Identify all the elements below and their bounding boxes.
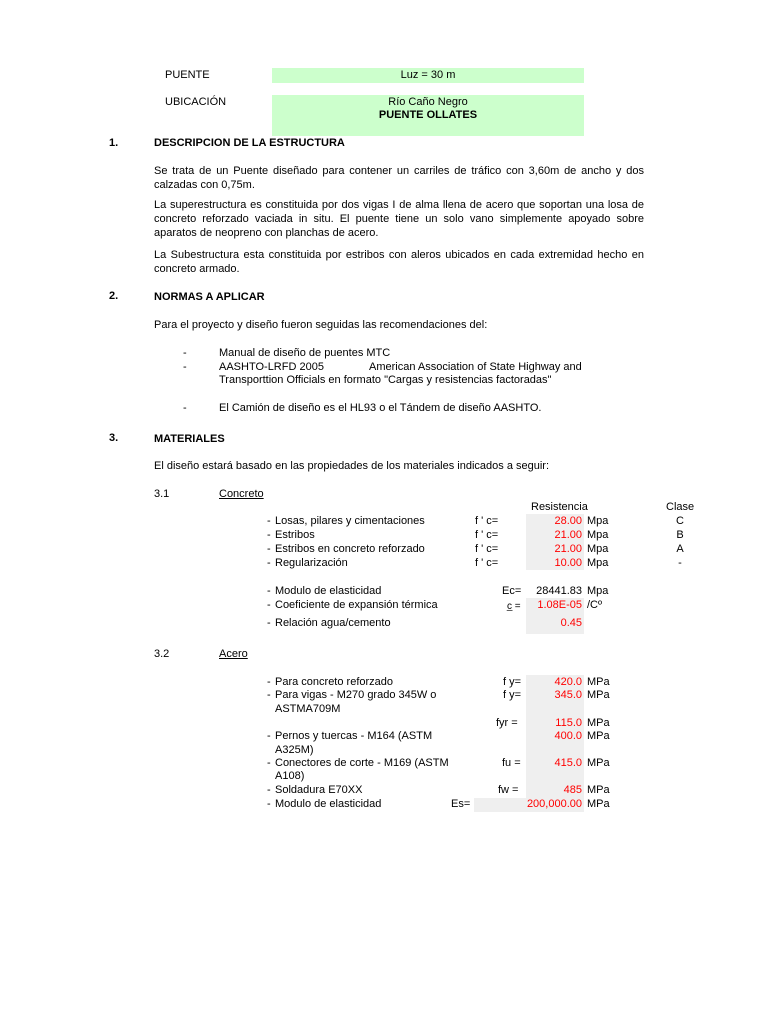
ec-symbol: Ec= [502, 585, 522, 597]
acero-r2-label: Para vigas - M270 grado 345W o [275, 689, 437, 701]
acero-r4-dash: - [267, 730, 271, 742]
ct-symbol: c̲ = [507, 601, 521, 612]
section-3-number: 3. [109, 432, 119, 444]
ubicacion-line2: PUENTE OLLATES [378, 109, 478, 121]
acero-r1-value: 420.0 [554, 676, 582, 688]
acero-r5-label-cont: A108) [275, 770, 305, 782]
acero-r6-unit: MPa [587, 784, 610, 796]
ec-label: Modulo de elasticidad [275, 585, 382, 597]
section-3-intro: El diseño estará basado en las propiedades de los materiales indicados a seguir: [154, 460, 550, 472]
ra-label: Relación agua/cemento [275, 617, 391, 629]
section-1-paragraph-3: La Subestructura esta constituida por estribos con aleros ubicados en cada extremidad hecho en concreto armado. [154, 249, 644, 275]
col-resistencia: Resistencia [531, 501, 588, 513]
acero-r7-symbol: Es= [451, 798, 471, 810]
concreto-row-unit: Mpa [587, 543, 609, 555]
concreto-row-clase: - [678, 557, 682, 569]
acero-r1-symbol: f y= [503, 676, 522, 688]
acero-r7-label: Modulo de elasticidad [275, 798, 382, 810]
norma-2-code: AASHTO-LRFD 2005 [219, 361, 324, 373]
concreto-row-value: 28.00 [554, 515, 582, 527]
acero-r7-value: 200,000.00 [526, 798, 582, 810]
norma-1-text: Manual de diseño de puentes MTC [219, 347, 391, 359]
concreto-row-value: 21.00 [554, 529, 582, 541]
acero-r7-unit: MPa [587, 798, 610, 810]
ct-dash: - [267, 599, 271, 611]
norma-2-desc: American Association of State Highway and [369, 361, 582, 373]
concreto-row-label: Estribos [275, 529, 315, 541]
acero-r2-symbol: f y= [503, 689, 522, 701]
section-1-paragraph-1: Se trata de un Puente diseñado para contener un carriles de tráfico con 3,60m de ancho y dos calzadas con 0,75m. [154, 165, 644, 191]
acero-r1-unit: MPa [587, 676, 610, 688]
ec-value: 28441.83 [536, 585, 582, 597]
acero-r5-symbol: fu = [502, 757, 521, 769]
puente-label: PUENTE [165, 69, 210, 81]
section-2-intro: Para el proyecto y diseño fueron seguidas las recomendaciones del: [154, 319, 488, 331]
concreto-row-symbol: f ' c= [475, 529, 499, 541]
concreto-row-clase: B [676, 529, 684, 541]
acero-r6-label: Soldadura E70XX [275, 784, 363, 796]
acero-r6-dash: - [267, 784, 271, 796]
section-1-title: DESCRIPCION DE LA ESTRUCTURA [154, 137, 345, 149]
ct-label: Coeficiente de expansión térmica [275, 599, 438, 611]
norma-3-text: El Camión de diseño es el HL93 o el Tándem de diseño AASHTO. [219, 402, 542, 414]
acero-r2-value: 345.0 [554, 689, 582, 701]
norma-2-dash: - [183, 361, 187, 373]
acero-r5-unit: MPa [587, 757, 610, 769]
ct-value: 1.08E-05 [537, 599, 582, 611]
acero-r4-label-cont: A325M) [275, 744, 314, 756]
ra-value: 0.45 [560, 617, 582, 629]
ec-unit: Mpa [587, 585, 609, 597]
concreto-row-dash: - [267, 529, 271, 541]
concreto-number: 3.1 [154, 488, 170, 500]
norma-3-dash: - [183, 402, 187, 414]
concreto-row-label: Regularización [275, 557, 348, 569]
acero-r6-symbol: fw = [498, 784, 519, 796]
ra-dash: - [267, 617, 271, 629]
concreto-title: Concreto [219, 488, 264, 500]
acero-r6-value: 485 [563, 784, 582, 796]
concreto-row-dash: - [267, 515, 271, 527]
acero-r3-symbol: fyr = [496, 717, 518, 729]
concreto-row-label: Losas, pilares y cimentaciones [275, 515, 425, 527]
ct-unit: /Cº [587, 599, 603, 611]
acero-number: 3.2 [154, 648, 170, 660]
acero-r4-label: Pernos y tuercas - M164 (ASTM [275, 730, 433, 742]
ubicacion-line1: Río Caño Negro [388, 96, 468, 108]
concreto-row-dash: - [267, 543, 271, 555]
concreto-row-value: 10.00 [554, 557, 582, 569]
concreto-row-symbol: f ' c= [475, 557, 499, 569]
concreto-row-symbol: f ' c= [475, 543, 499, 555]
concreto-row-clase: A [676, 543, 684, 555]
puente-value: Luz = 30 m [272, 68, 584, 83]
acero-r5-value: 415.0 [554, 757, 582, 769]
section-1-paragraph-2: La superestructura es constituida por dos vigas I de alma llena de acero que soportan una losa de concreto reforzado vaciada in situ. El puente tiene un solo vano simplemente apoyado sobre aparatos de neopreno con planchas de acero. [154, 199, 644, 239]
concreto-row-clase: C [676, 515, 684, 527]
concreto-row-symbol: f ' c= [475, 515, 499, 527]
acero-r7-dash: - [267, 798, 271, 810]
acero-r2-unit: MPa [587, 689, 610, 701]
col-clase: Clase [666, 501, 695, 513]
concreto-row-label: Estribos en concreto reforzado [275, 543, 425, 555]
acero-title: Acero [219, 648, 248, 660]
acero-r1-dash: - [267, 676, 271, 688]
acero-r1-label: Para concreto reforzado [275, 676, 394, 688]
norma-2-desc-cont: Transporttion Officials en formato "Cargas y resistencias factoradas" [219, 374, 552, 386]
section-3-title: MATERIALES [154, 433, 225, 445]
acero-r2-label-cont: ASTMA709M [275, 703, 341, 715]
acero-r3-value: 115.0 [555, 717, 582, 729]
concreto-row-unit: Mpa [587, 529, 609, 541]
concreto-row-unit: Mpa [587, 557, 609, 569]
section-2-title: NORMAS A APLICAR [154, 291, 265, 303]
acero-r3-unit: MPa [587, 717, 610, 729]
concreto-row-dash: - [267, 557, 271, 569]
acero-r5-label: Conectores de corte - M169 (ASTM [275, 757, 449, 769]
acero-r2-dash: - [267, 689, 271, 701]
section-1-number: 1. [109, 137, 119, 149]
acero-r4-value: 400.0 [554, 730, 582, 742]
ubicacion-label: UBICACIÓN [165, 96, 227, 108]
section-2-number: 2. [109, 290, 119, 302]
concreto-row-unit: Mpa [587, 515, 609, 527]
concreto-row-value: 21.00 [554, 543, 582, 555]
acero-r5-dash: - [267, 757, 271, 769]
norma-1-dash: - [183, 347, 187, 359]
acero-r4-unit: MPa [587, 730, 610, 742]
ec-dash: - [267, 585, 271, 597]
